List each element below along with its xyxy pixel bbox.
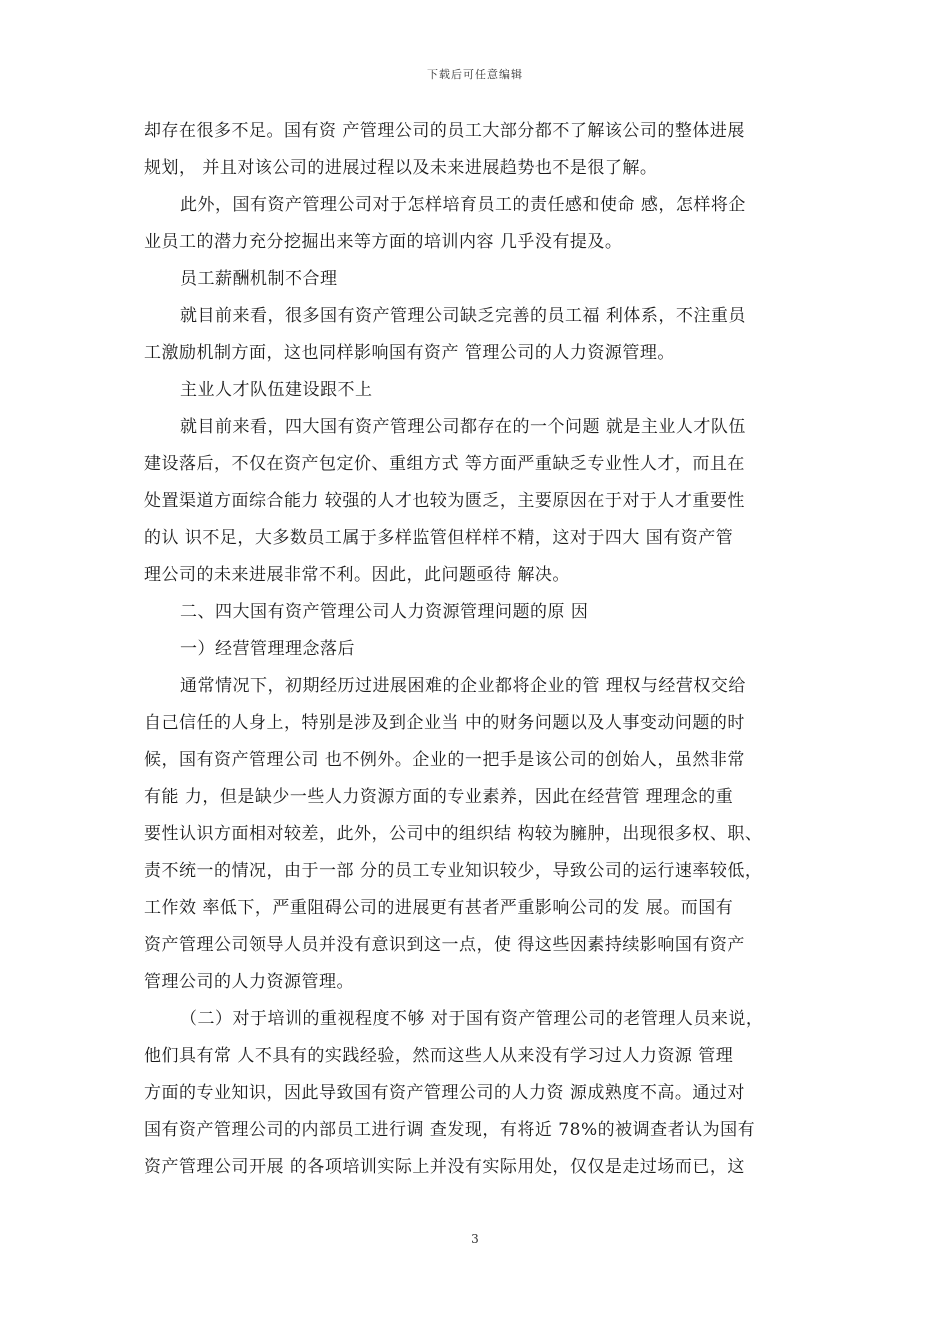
text-line: 处置渠道方面综合能力 较强的人才也较为匮乏，主要原因在于对于人才重要性 <box>144 491 745 511</box>
text-line: 却存在很多不足。国有资 产管理公司的员工大部分都不了解该公司的整体进展 <box>144 121 745 141</box>
text-line: 建设落后，不仅在资产包定价、重组方式 等方面严重缺乏专业性人才，而且在 <box>144 454 745 474</box>
document-body <box>144 113 809 1186</box>
paragraph-start-line: （二）对于培训的重视程度不够 对于国有资产管理公司的老管理人员来说， <box>180 1009 764 1029</box>
text-line: 业员工的潜力充分挖掘出来等方面的培训内容 几乎没有提及。 <box>144 232 623 252</box>
text-line: 责不统一的情况，由于一部 分的员工专业知识较少，导致公司的运行速率较低， <box>144 861 763 881</box>
page-number: 3 <box>471 1232 479 1246</box>
section-heading: 二、四大国有资产管理公司人力资源管理问题的原 因 <box>180 602 589 622</box>
text-line: 管理公司的人力资源管理。 <box>144 972 354 992</box>
text-line: 工作效 率低下，严重阻碍公司的进展更有甚者严重影响公司的发 展。而国有 <box>144 898 734 918</box>
text-line: 资产管理公司开展 的各项培训实际上并没有实际用处，仅仅是走过场而已，这 <box>144 1157 745 1177</box>
paragraph-start-line: 就目前来看，四大国有资产管理公司都存在的一个问题 就是主业人才队伍 <box>180 417 746 437</box>
text-line: 规划， 并且对该公司的进展过程以及未来进展趋势也不是很了解。 <box>144 158 658 178</box>
text-line: 有能 力，但是缺少一些人力资源方面的专业素养，因此在经营管 理理念的重 <box>144 787 734 807</box>
paragraph-start-line: 通常情况下，初期经历过进展困难的企业都将企业的管 理权与经营权交给 <box>180 676 746 696</box>
subsection-heading: 一）经营管理理念落后 <box>180 639 355 659</box>
page-header-note: 下载后可任意编辑 <box>427 68 523 81</box>
text-line: 自己信任的人身上，特别是涉及到企业当 中的财务问题以及人事变动问题的时 <box>144 713 745 733</box>
text-line: 候，国有资产管理公司 也不例外。企业的一把手是该公司的创始人，虽然非常 <box>144 750 745 770</box>
text-line: 他们具有常 人不具有的实践经验，然而这些人从来没有学习过人力资源 管理 <box>144 1046 734 1066</box>
text-line: 要性认识方面相对较差，此外，公司中的组织结 构较为臃肿，出现很多权、职、 <box>144 824 763 844</box>
text-line: 资产管理公司领导人员并没有意识到这一点，使 得这些因素持续影响国有资产 <box>144 935 745 955</box>
text-line: 方面的专业知识，因此导致国有资产管理公司的人力资 源成熟度不高。通过对 <box>144 1083 745 1103</box>
section-heading: 主业人才队伍建设跟不上 <box>180 380 373 400</box>
text-line: 的认 识不足，大多数员工属于多样监管但样样不精，这对于四大 国有资产管 <box>144 528 734 548</box>
text-line: 工激励机制方面，这也同样影响国有资产 管理公司的人力资源管理。 <box>144 343 675 363</box>
text-line: 国有资产管理公司的内部员工进行调 查发现，有将近 78%的被调查者认为国有 <box>144 1120 756 1140</box>
paragraph-start-line: 此外，国有资产管理公司对于怎样培育员工的责任感和使命 感，怎样将企 <box>180 195 746 215</box>
section-heading: 员工薪酬机制不合理 <box>180 269 338 289</box>
text-line: 理公司的未来进展非常不利。因此，此问题亟待 解决。 <box>144 565 570 585</box>
paragraph-start-line: 就目前来看，很多国有资产管理公司缺乏完善的员工福 利体系，不注重员 <box>180 306 746 326</box>
